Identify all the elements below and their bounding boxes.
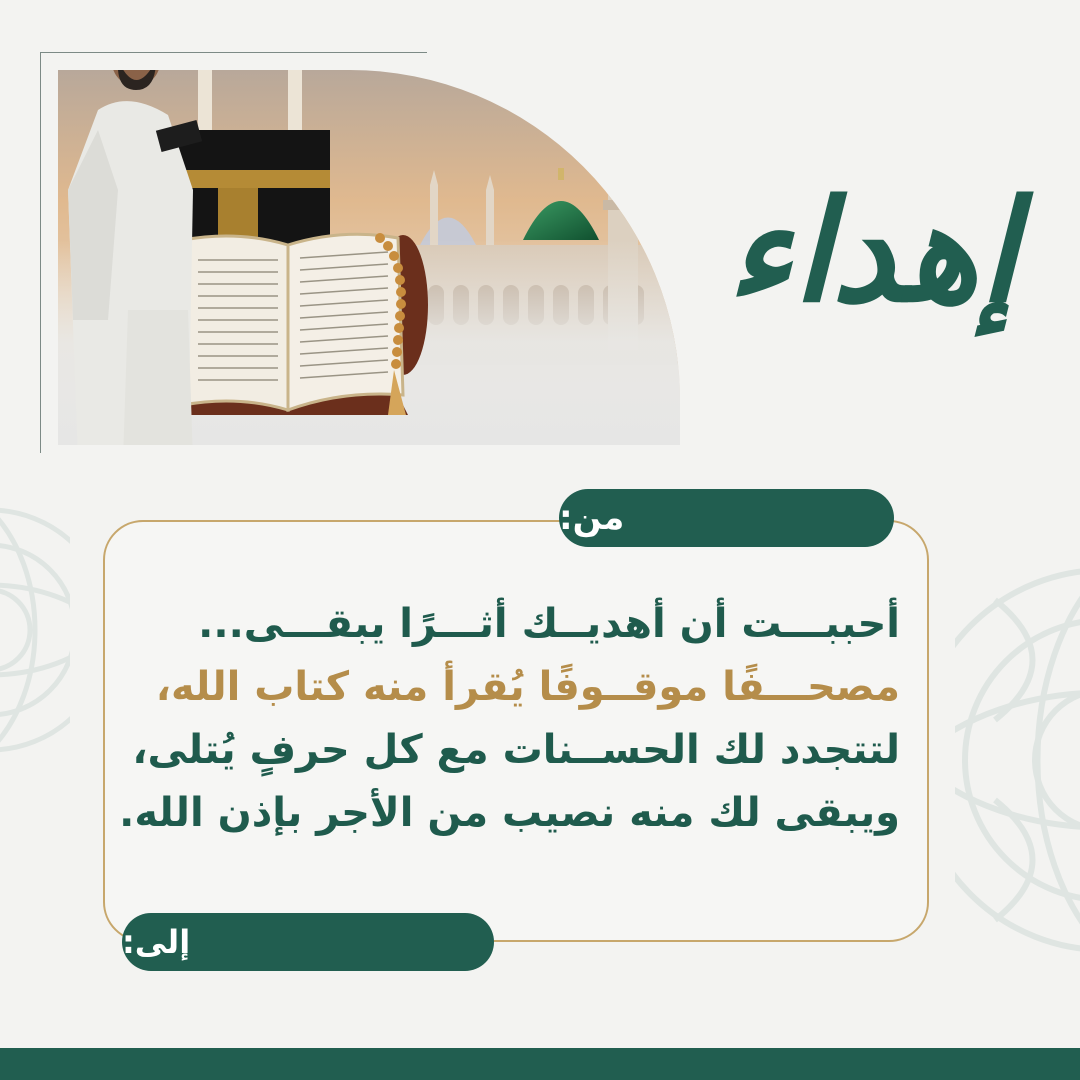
to-label: إلى: (122, 923, 191, 961)
bottom-bar (0, 1048, 1080, 1080)
message-text (119, 593, 900, 845)
right-arabesque-ornament (955, 480, 1080, 1040)
message-line: لتتجدد لك الحســنات مع كل حرفٍ يُتلى، (132, 727, 900, 773)
message-line-highlight: مصحـــفًا موقــوفًا يُقرأ منه كتاب الله، (155, 664, 900, 710)
message-line: ويبقى لك منه نصيب من الأجر بإذن الله. (119, 790, 900, 836)
from-label: من: (559, 498, 625, 538)
pilgrim-quran-kaaba-mosque-photo (58, 70, 680, 445)
title-calligraphy (700, 150, 1045, 360)
title-text: إهداء (726, 170, 1018, 334)
to-field[interactable] (122, 913, 494, 971)
message-line: أحببـــت أن أهديــك أثـــرًا يبقـــى... (198, 601, 900, 647)
from-field[interactable] (559, 489, 894, 547)
left-arabesque-ornament (0, 450, 70, 810)
